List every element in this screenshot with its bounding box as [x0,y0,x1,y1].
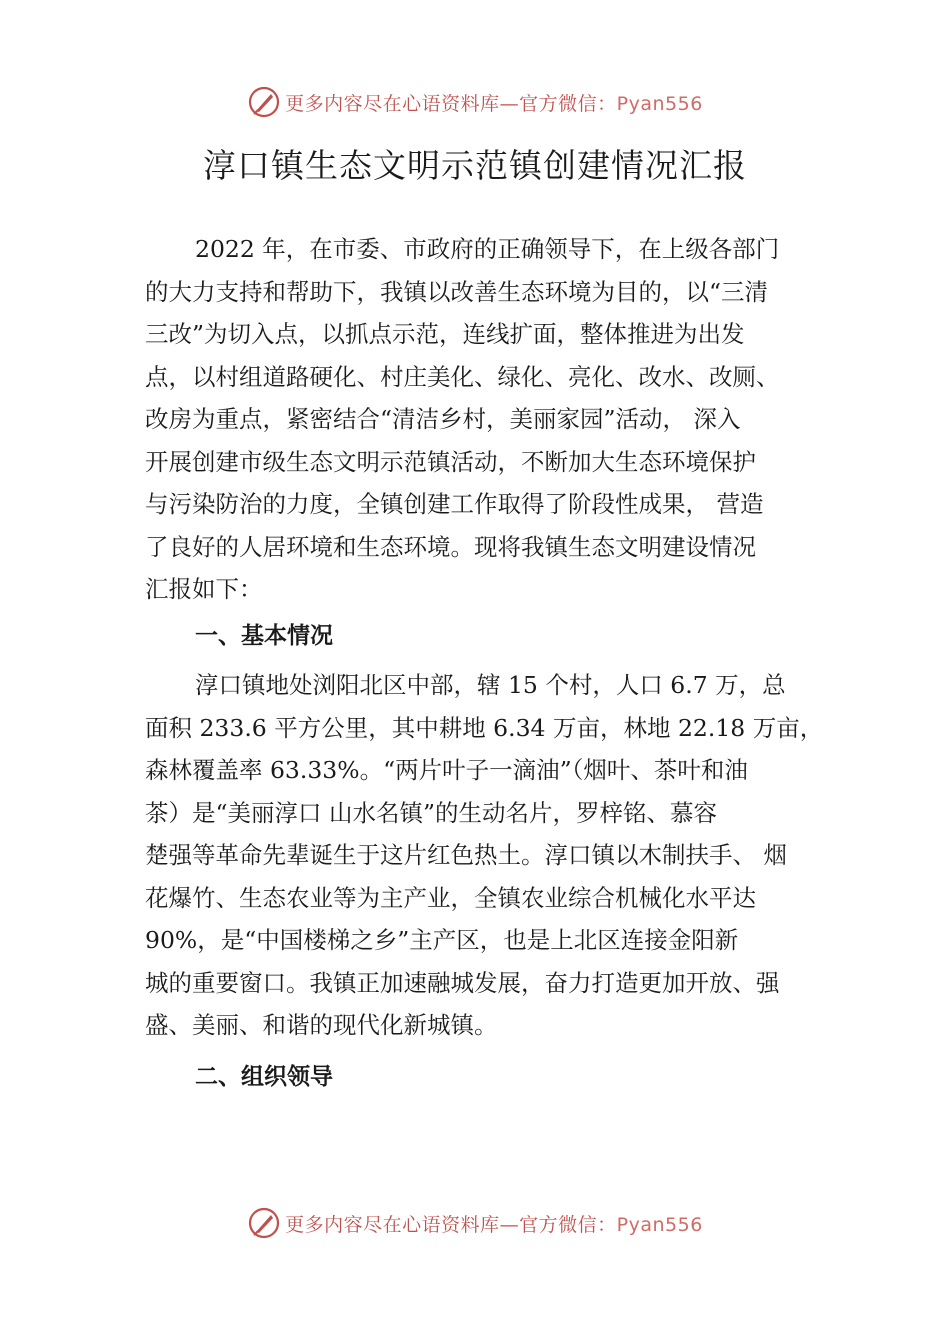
banner-label: 更多内容尽在心语资料库—官方微信： [285,1213,617,1236]
text-line: 的大力支持和帮助下，我镇以改善生态环境为目的，以“三清 [145,277,769,306]
document-title: 淳口镇生态文明示范镇创建情况汇报 [203,146,747,185]
text-line: 花爆竹、生态农业等为主产业，全镇农业综合机械化水平达 [145,883,756,912]
basic-info-paragraph [145,664,830,1047]
text-line: 楚强等革命先辈诞生于这片红色热土。淳口镇以木制扶手、 烟 [145,841,787,869]
text-line: 城的重要窗口。我镇正加速融城发展，奋力打造更加开放、强 [145,968,780,997]
text-line: 点，以村组道路硬化、村庄美化、绿化、亮化、改水、改厕、 [145,362,780,391]
text-line: 森林覆盖率 63.33%。“两片叶子一滴油”（烟叶、茶叶和油 [145,756,748,784]
text-line: 了良好的人居环境和生态环境。现将我镇生态文明建设情况 [145,532,756,561]
section-heading-organization: 二、组织领导 [195,1064,333,1090]
text-line: 茶）是“美丽淳口 山水名镇”的生动名片，罗梓铭、慕容 [145,798,717,827]
text-line: 开展创建市级生态文明示范镇活动，不断加大生态环境保护 [145,447,756,476]
footer-banner [0,1203,950,1243]
banner-label: 更多内容尽在心语资料库—官方微信： [285,92,617,115]
section-heading-basic: 一、基本情况 [195,623,333,649]
text-line: 面积 233.6 平方公里，其中耕地 6.34 万亩，林地 22.18 万亩， [145,713,824,742]
text-line: 盛、美丽、和谐的现代化新城镇。 [145,1011,498,1039]
text-line: 2022 年，在市委、市政府的正确领导下，在上级各部门 [195,235,780,263]
banner-text [285,89,703,116]
text-line: 改房为重点，紧密结合“清洁乡村，美丽家园”活动， 深入 [145,405,741,433]
text-line: 淳口镇地处浏阳北区中部，辖 15 个村，人口 6.7 万，总 [195,671,786,699]
text-line: 汇报如下： [145,575,263,603]
text-line: 三改”为切入点，以抓点示范，连线扩面，整体推进为出发 [145,320,745,348]
banner-wechat-id: Pyan556 [616,1213,703,1236]
text-line: 与污染防治的力度，全镇创建工作取得了阶段性成果， 营造 [145,490,764,518]
quill-logo-icon [247,85,281,119]
banner-text [285,1210,703,1237]
quill-logo-icon [247,1206,281,1240]
header-banner [0,82,950,122]
intro-paragraph [145,228,830,611]
text-line: 90%，是“中国楼梯之乡”主产区，也是上北区连接金阳新 [145,926,739,954]
banner-wechat-id: Pyan556 [616,92,703,115]
